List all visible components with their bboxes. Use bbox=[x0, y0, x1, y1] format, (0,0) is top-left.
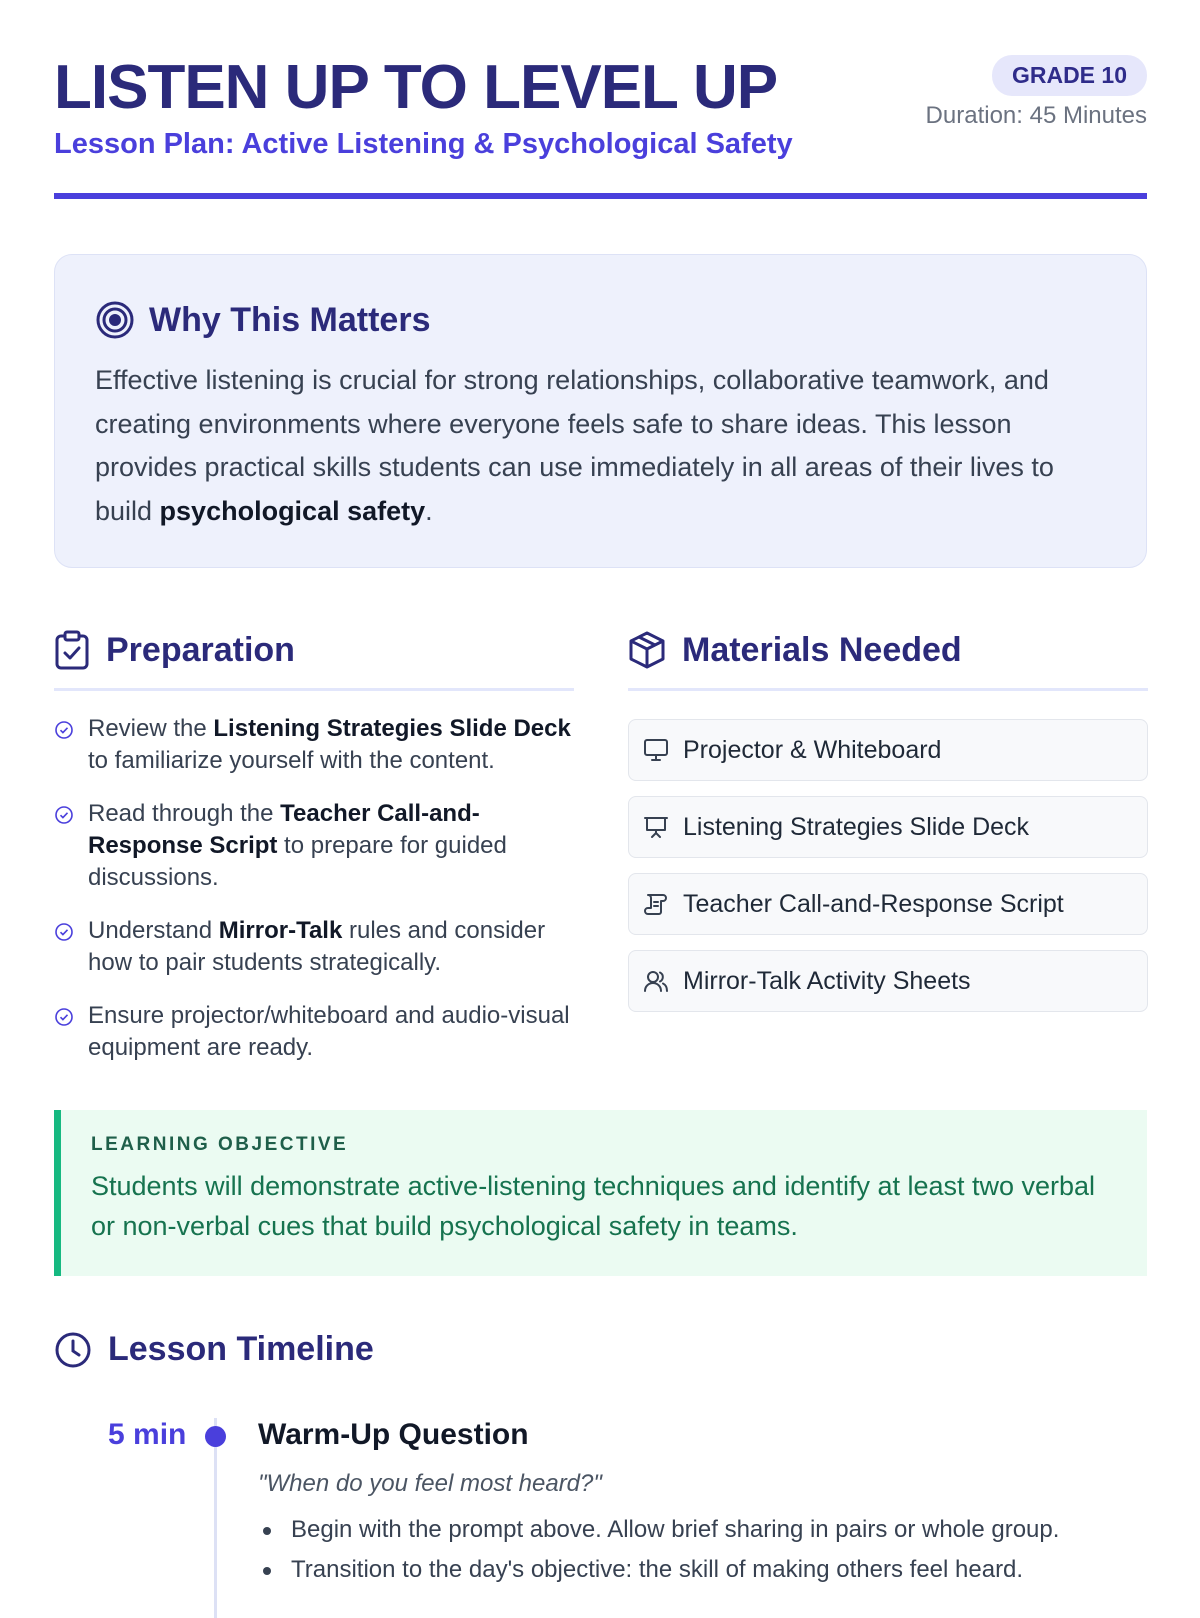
preparation-item-text bbox=[88, 798, 574, 894]
item-emphasis: Listening Strategies Slide Deck bbox=[213, 715, 571, 742]
item-emphasis: Mirror-Talk bbox=[218, 917, 343, 944]
timeline-dot bbox=[205, 1426, 226, 1447]
check-circle-icon bbox=[54, 1007, 76, 1064]
objective-text: Students will demonstrate active-listening techniques and identify at least two verbal or non-verbal cues that build psychological safety in teams. bbox=[91, 1171, 1096, 1241]
duration-label: Duration: 45 Minutes bbox=[925, 102, 1147, 129]
check-circle-icon bbox=[54, 720, 76, 777]
item-text: Ensure projector/whiteboard and audio-visual equipment are ready. bbox=[88, 1002, 570, 1061]
timeline-step-quote: "When do you feel most heard?" bbox=[258, 1470, 602, 1497]
preparation-item-text bbox=[88, 713, 574, 777]
check-circle-icon bbox=[54, 922, 76, 979]
target-icon bbox=[95, 300, 135, 340]
material-item bbox=[628, 796, 1148, 858]
material-label: Mirror-Talk Activity Sheets bbox=[683, 966, 971, 995]
why-heading: Why This Matters bbox=[149, 300, 431, 339]
why-text-emphasis: psychological safety bbox=[159, 495, 426, 526]
timeline-heading-row bbox=[54, 1330, 374, 1369]
timeline-line bbox=[214, 1418, 217, 1618]
item-text: rules and consider how to pair students strategically. bbox=[88, 917, 546, 976]
timeline-bullet: Begin with the prompt above. Allow brief sharing in pairs or whole group. bbox=[258, 1510, 1138, 1550]
material-item bbox=[628, 950, 1148, 1012]
timeline-step-title: Warm-Up Question bbox=[258, 1418, 529, 1451]
preparation-heading: Preparation bbox=[106, 630, 295, 669]
materials-list bbox=[628, 719, 1148, 1012]
materials-section bbox=[628, 622, 1148, 1027]
script-icon bbox=[643, 892, 669, 916]
timeline-step-bullets bbox=[258, 1510, 1138, 1590]
preparation-section bbox=[54, 622, 574, 1085]
page-header bbox=[54, 0, 1147, 202]
preparation-item bbox=[54, 798, 574, 894]
item-text: Understand bbox=[88, 917, 219, 944]
lesson-plan-page bbox=[54, 0, 1147, 1583]
preparation-item-text bbox=[88, 915, 574, 979]
item-text: Read through the bbox=[88, 800, 281, 827]
grade-badge: GRADE 10 bbox=[992, 55, 1147, 96]
timeline-time: 5 min bbox=[108, 1418, 187, 1451]
preparation-item bbox=[54, 713, 574, 777]
material-label: Projector & Whiteboard bbox=[683, 735, 942, 764]
page-subtitle: Lesson Plan: Active Listening & Psychological Safety bbox=[54, 128, 793, 160]
why-this-matters-card bbox=[54, 254, 1147, 568]
materials-heading: Materials Needed bbox=[682, 630, 962, 669]
check-circle-icon bbox=[54, 805, 76, 894]
why-text bbox=[95, 359, 1106, 533]
item-text: to prepare for guided discussions. bbox=[88, 832, 507, 891]
preparation-item-text bbox=[88, 1000, 574, 1064]
clock-icon bbox=[54, 1331, 92, 1369]
item-emphasis: Teacher Call-and-Response Script bbox=[88, 800, 480, 859]
why-text-end: . bbox=[425, 495, 433, 526]
page-title: LISTEN UP TO LEVEL UP bbox=[54, 53, 778, 122]
users-icon bbox=[643, 969, 669, 993]
preparation-item bbox=[54, 1000, 574, 1064]
why-text-main: Effective listening is crucial for strong relationships, collaborative teamwork, and creating environments where everyone feels safe to share ideas. This lesson provides practical skills students can use immediately in all areas of their lives to build bbox=[95, 365, 1054, 526]
preparation-item bbox=[54, 915, 574, 979]
item-text: to familiarize yourself with the content. bbox=[88, 747, 495, 774]
timeline-bullet: Transition to the day's objective: the skill of making others feel heard. bbox=[258, 1550, 1138, 1590]
timeline-heading: Lesson Timeline bbox=[108, 1330, 374, 1368]
objective-label: LEARNING OBJECTIVE bbox=[91, 1134, 349, 1155]
material-label: Teacher Call-and-Response Script bbox=[683, 889, 1064, 918]
header-divider bbox=[54, 193, 1147, 199]
preparation-list bbox=[54, 713, 574, 1064]
material-item bbox=[628, 719, 1148, 781]
material-label: Listening Strategies Slide Deck bbox=[683, 812, 1030, 841]
box-icon bbox=[628, 630, 666, 670]
why-heading-row bbox=[95, 295, 1106, 345]
materials-heading-row bbox=[628, 622, 1148, 691]
preparation-heading-row bbox=[54, 622, 574, 691]
clipboard-check-icon bbox=[54, 630, 90, 670]
presentation-icon bbox=[643, 815, 669, 839]
item-text: Review the bbox=[88, 715, 214, 742]
monitor-icon bbox=[643, 738, 669, 762]
material-item bbox=[628, 873, 1148, 935]
learning-objective-card bbox=[54, 1110, 1147, 1276]
